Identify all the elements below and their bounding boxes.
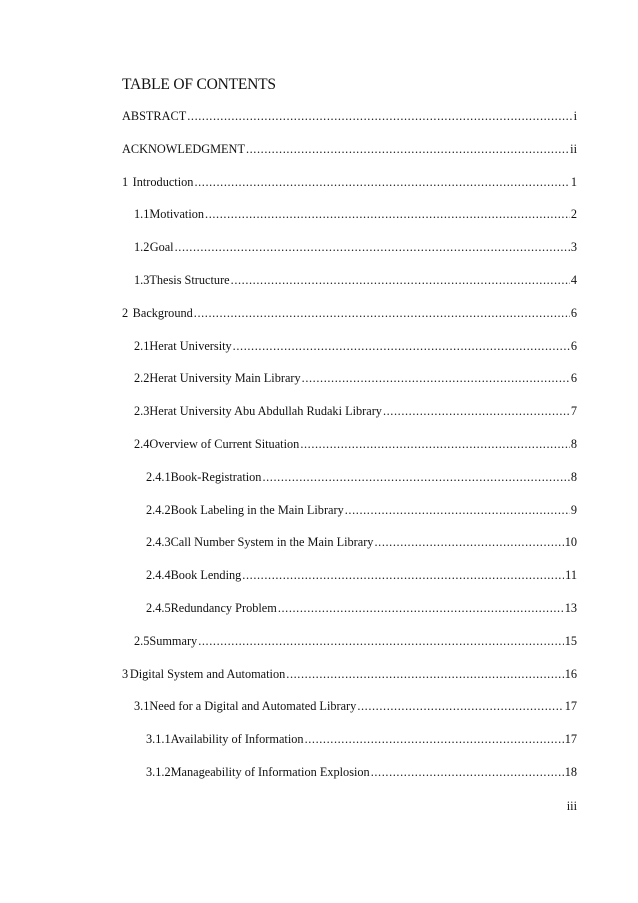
toc-dot-leader xyxy=(205,207,570,222)
toc-entry[interactable] xyxy=(122,667,577,683)
toc-entry[interactable] xyxy=(134,339,577,355)
toc-entry-label: Availability of Information xyxy=(170,732,304,746)
toc-entry-label: Call Number System in the Main Library xyxy=(170,535,374,549)
toc-entry[interactable] xyxy=(146,535,577,551)
toc-entry-page: 2 xyxy=(570,207,577,221)
toc-entry[interactable] xyxy=(122,142,577,158)
toc-dot-leader xyxy=(345,503,570,518)
toc-entry[interactable] xyxy=(122,175,577,191)
toc-entry[interactable] xyxy=(122,306,577,322)
toc-entry-page: 7 xyxy=(570,404,577,418)
toc-dot-leader xyxy=(371,765,564,780)
toc-entry-page: 3 xyxy=(570,240,577,254)
toc-entry-number: 2 xyxy=(122,306,129,320)
toc-entry-number: 2.3 xyxy=(134,404,150,418)
toc-entry-page: 8 xyxy=(570,437,577,451)
toc-dot-leader xyxy=(233,339,570,354)
toc-entry-label: Thesis Structure xyxy=(149,273,230,287)
toc-entry-label: Redundancy Problem xyxy=(170,601,277,615)
toc-entry-label: Herat University Abu Abdullah Rudaki Library xyxy=(149,404,382,418)
toc-dot-leader xyxy=(187,109,572,124)
toc-entry-page: 6 xyxy=(570,306,577,320)
toc-entry[interactable] xyxy=(146,568,577,584)
toc-entry[interactable] xyxy=(134,240,577,256)
toc-entry-label: Need for a Digital and Automated Library xyxy=(149,699,357,713)
toc-entry-page: 9 xyxy=(570,503,577,517)
toc-entry[interactable] xyxy=(122,109,577,125)
toc-entry-label: Book Labeling in the Main Library xyxy=(170,503,344,517)
toc-entry-page: 17 xyxy=(564,732,577,746)
toc-dot-leader xyxy=(194,306,570,321)
toc-dot-leader xyxy=(374,535,563,550)
toc-entry-label: Digital System and Automation xyxy=(129,667,286,681)
toc-entry[interactable] xyxy=(146,503,577,519)
toc-entry-label: Summary xyxy=(149,634,198,648)
toc-entry-number: 2.4.2 xyxy=(146,503,171,517)
page-title: TABLE OF CONTENTS xyxy=(122,76,276,93)
toc-entry-page: 6 xyxy=(570,339,577,353)
toc-dot-leader xyxy=(300,437,570,452)
toc-entry-number: 2.4.5 xyxy=(146,601,171,615)
toc-entry-number: 3 xyxy=(122,667,129,681)
toc-entry-number: 3.1.2 xyxy=(146,765,171,779)
toc-entry-number: 2.4.3 xyxy=(146,535,171,549)
toc-dot-leader xyxy=(305,732,564,747)
toc-dot-leader xyxy=(302,371,570,386)
toc-dot-leader xyxy=(194,175,569,190)
toc-entry-label: Book Lending xyxy=(170,568,242,582)
toc-dot-leader xyxy=(357,699,563,714)
toc-entry-number: 1.2 xyxy=(134,240,150,254)
toc-entry-label: Motivation xyxy=(149,207,205,221)
toc-entry[interactable] xyxy=(146,470,577,486)
toc-entry-number: 3.1.1 xyxy=(146,732,171,746)
toc-entry-label: Background xyxy=(132,306,193,320)
toc-dot-leader xyxy=(286,667,563,682)
toc-entry-page: 18 xyxy=(564,765,577,779)
toc-entry-page: 16 xyxy=(564,667,577,681)
toc-entry[interactable] xyxy=(146,601,577,617)
toc-entry-label: ABSTRACT xyxy=(122,109,187,123)
toc-entry-page: 15 xyxy=(564,634,577,648)
toc-entry-label: ACKNOWLEDGMENT xyxy=(122,142,245,156)
toc-entry-number: 1 xyxy=(122,175,129,189)
toc-dot-leader xyxy=(175,240,570,255)
toc-entry-number: 1.3 xyxy=(134,273,150,287)
toc-entry-page: 10 xyxy=(564,535,577,549)
toc-entry-number: 2.4.1 xyxy=(146,470,171,484)
toc-entry[interactable] xyxy=(134,404,577,420)
toc-dot-leader xyxy=(278,601,564,616)
toc-entry-label: Book-Registration xyxy=(170,470,262,484)
toc-entry-page: 8 xyxy=(570,470,577,484)
toc-entry[interactable] xyxy=(134,371,577,387)
toc-entry-label: Herat University Main Library xyxy=(149,371,301,385)
toc-entry-page: 1 xyxy=(570,175,577,189)
toc-entry-label: Goal xyxy=(149,240,174,254)
toc-entry-number: 2.5 xyxy=(134,634,150,648)
toc-dot-leader xyxy=(246,142,569,157)
toc-entry-number: 2.4 xyxy=(134,437,150,451)
toc-entry-label: Overview of Current Situation xyxy=(149,437,300,451)
toc-entry[interactable] xyxy=(134,634,577,650)
toc-dot-leader xyxy=(383,404,570,419)
toc-entry-page: 11 xyxy=(565,568,577,582)
toc-entry-label: Introduction xyxy=(132,175,194,189)
toc-dot-leader xyxy=(242,568,564,583)
toc-entry-number: 2.1 xyxy=(134,339,150,353)
toc-entry-page: 4 xyxy=(570,273,577,287)
toc-entry-label: Herat University xyxy=(149,339,232,353)
toc-entry-page: i xyxy=(573,109,577,123)
toc-dot-leader xyxy=(231,273,570,288)
toc-entry-number: 1.1 xyxy=(134,207,150,221)
toc-entry[interactable] xyxy=(134,699,577,715)
toc-dot-leader xyxy=(198,634,564,649)
toc-entry-page: 17 xyxy=(564,699,577,713)
toc-entry[interactable] xyxy=(134,207,577,223)
toc-entry-page: ii xyxy=(570,142,577,156)
toc-entry-number: 3.1 xyxy=(134,699,150,713)
toc-entry[interactable] xyxy=(146,732,577,748)
toc-entry-label: Manageability of Information Explosion xyxy=(170,765,370,779)
toc-entry[interactable] xyxy=(146,765,577,781)
toc-entry-number: 2.2 xyxy=(134,371,150,385)
page-number: iii xyxy=(566,799,577,813)
toc-entry-page: 13 xyxy=(564,601,577,615)
toc-dot-leader xyxy=(262,470,569,485)
toc-entry-number: 2.4.4 xyxy=(146,568,171,582)
toc-entry[interactable] xyxy=(134,273,577,289)
toc-entry[interactable] xyxy=(134,437,577,453)
toc-entry-page: 6 xyxy=(570,371,577,385)
